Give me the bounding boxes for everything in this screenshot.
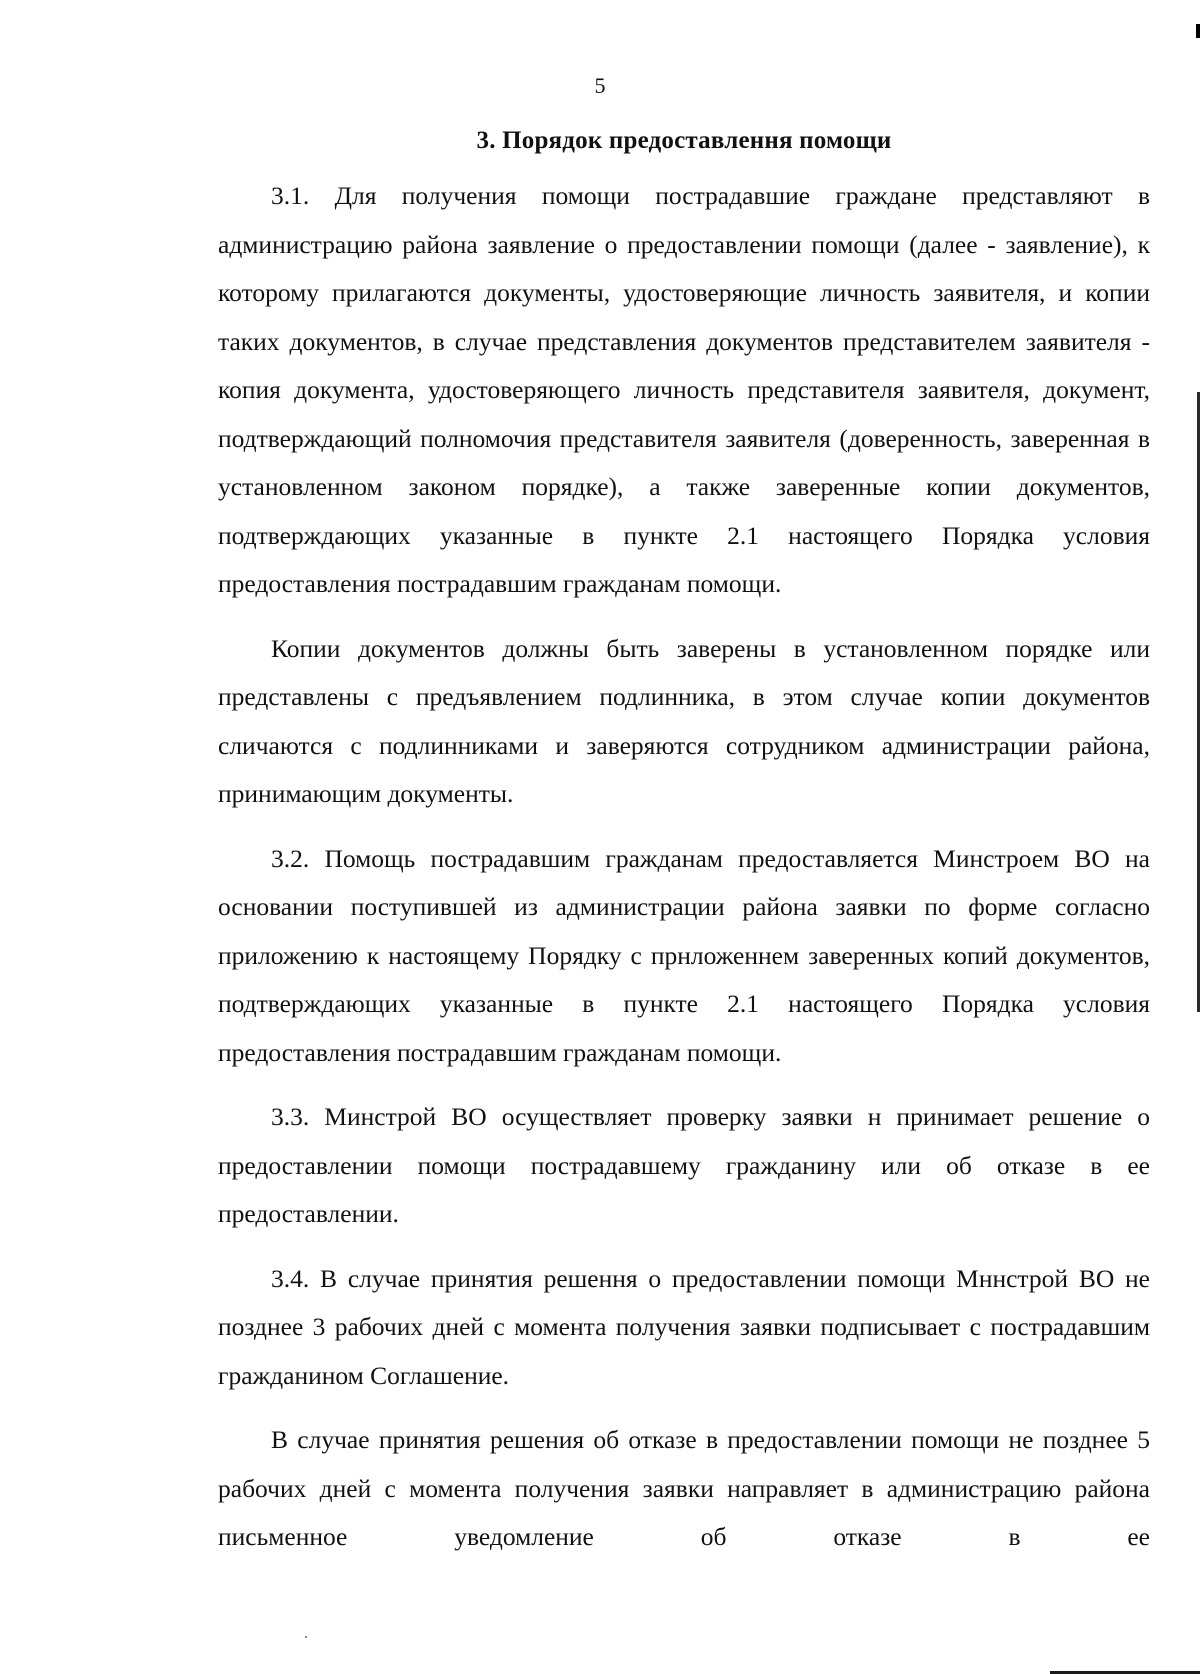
page-number: 5 <box>594 73 606 98</box>
paragraph-3-3: 3.3. Минстрой ВО осуществляет проверку заявки н принимает решение о предоставлении помощи пострадавшему гражданину или об отказе в ее предоставлении. <box>218 1102 1150 1228</box>
section-title: 3. Порядок предоставлення помощи <box>476 127 892 154</box>
paragraph-copies: Копии документов должны быть заверены в установленном порядке или представлены с предъявлением подлинника, в этом случае копии документов сличаются с подлинниками и заверяются сотрудником администрации района, принимающим документы. <box>218 633 1150 808</box>
paragraph-3-2: 3.2. Помощь пострадавшим гражданам предоставляется Минстроем ВО на основании поступившей из администрации района заявки по форме согласно приложению к настоящему Порядку с прнложеннем заверенных копий документов, подтверждающих указанные в пункте 2.1 настоящего Порядка условия предоставления пострадавшим гражданам помощи. <box>218 843 1150 1067</box>
scan-speck <box>305 1636 307 1638</box>
paragraph-3-4: 3.4. В случае принятия решення о предоставлении помощи Мннстрой ВО не позднее 3 рабочих дней с момента получения заявки подписывает с пострадавшим гражданином Соглашение. <box>218 1263 1150 1390</box>
scan-edge-mark <box>1196 24 1200 38</box>
paragraph-3-1: 3.1. Для получения помощи пострадавшие граждане представляют в администрацию района заявление о предоставлении помощи (далее - заявление), к которому прилагаются документы, удостоверяющие личность заявителя, и копии таких документов, в случае представления документов представителем заявителя - копия документа, удостоверяющего личность представителя заявителя, документ, подтверждающий полномочия представителя заявителя (доверенность, заверенная в установленном законом порядке), а также заверенные копии документов, подтверждающих указанные в пункте 2.1 настоящего Порядка условия предоставления пострадавшим гражданам помощи. <box>218 181 1150 598</box>
paragraph-refusal: В случае принятия решения об отказе в предоставлении помощи не позднее 5 рабочих дней с момента получения заявки направляет в администрацию района письменное уведомление об отказе в ее <box>218 1425 1150 1551</box>
document-body <box>218 122 1150 1562</box>
